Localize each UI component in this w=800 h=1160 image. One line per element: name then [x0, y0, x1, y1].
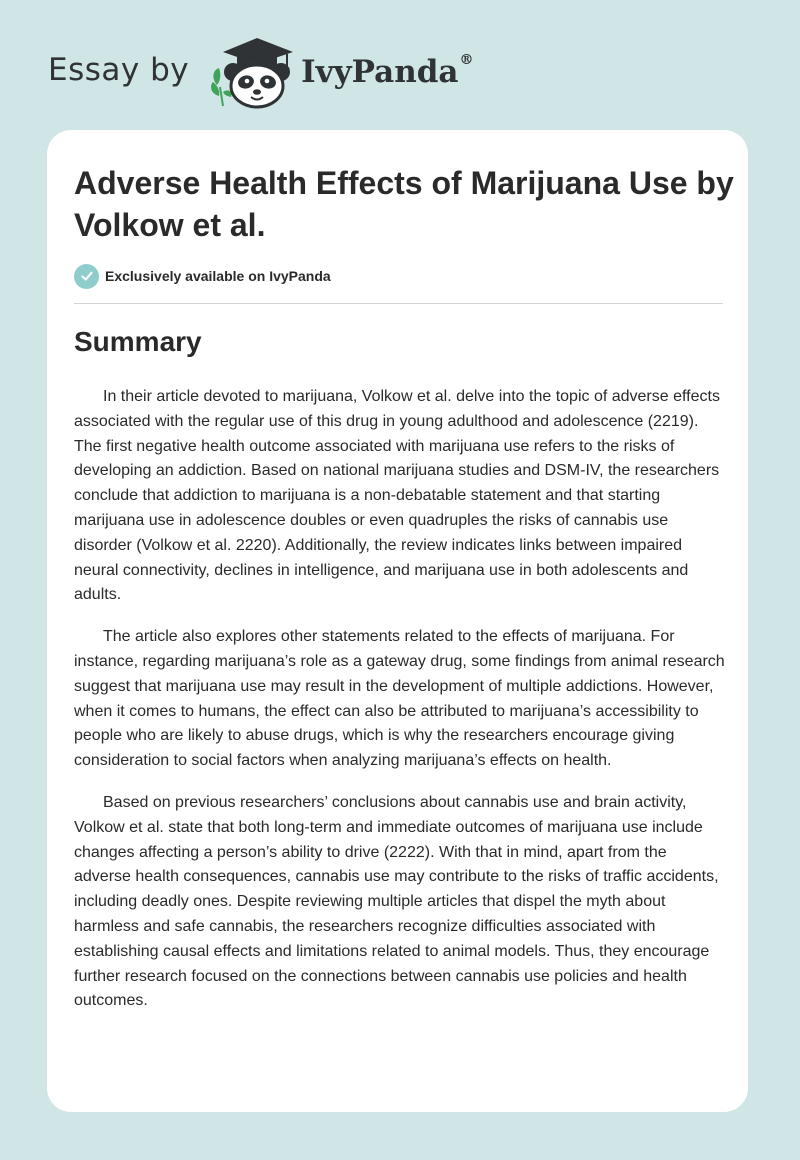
essay-body	[74, 385, 726, 1031]
divider	[74, 303, 723, 304]
exclusive-badge	[74, 263, 331, 289]
document-card	[47, 130, 748, 1112]
paragraph: The article also explores other statements related to the effects of marijuana. For instance, regarding marijuana’s role as a gateway drug, some findings from animal research suggest that marijuana use may result in the development of multiple addictions. However, when it comes to humans, the effect can also be attributed to marijuana’s accessibility to people who are likely to abuse drugs, which is why the researchers encourage giving consideration to social factors when analyzing marijuana’s effects on health.	[74, 628, 725, 770]
essay-by-label: Essay by	[48, 51, 190, 88]
paragraph: In their article devoted to marijuana, Volkow et al. delve into the topic of adverse effects associated with the regular use of this drug in young adulthood and adolescence (2219). The first negative health outcome associated with marijuana use refers to the risks of developing an addiction. Based on national marijuana studies and DSM-IV, the researchers conclude that addiction to marijuana is a non-debatable statement and that starting marijuana use in adolescence doubles or even quadruples the risks of cannabis use disorder (Volkow et al. 2220). Additionally, the review indicates links between impaired neural connectivity, declines in intelligence, and marijuana use in both adolescents and adults.	[74, 388, 720, 604]
section-heading: Summary	[74, 326, 202, 357]
site-header	[48, 30, 474, 110]
badge-text: Exclusively available on IvyPanda	[105, 268, 331, 284]
paragraph: Based on previous researchers’ conclusions about cannabis use and brain activity, Volkow et al. state that both long-term and immediate outcomes of marijuana use include changes affecting a person’s ability to drive (2222). With that in mind, apart from the adverse health consequences, cannabis use may contribute to the risks of traffic accidents, including deadly ones. Despite reviewing multiple articles that dispel the myth about harmless and safe cannabis, the researchers recognize difficulties associated with establishing causal effects and limitations related to animal models. Thus, they encourage further research focused on the connections between cannabis use policies and health outcomes.	[74, 793, 719, 1010]
document-title: Adverse Health Effects of Marijuana Use by Volkow et al.	[74, 165, 734, 243]
registered-mark: ®	[459, 51, 474, 68]
check-icon	[74, 264, 99, 289]
panda-logo-icon[interactable]	[207, 30, 299, 110]
brand-name[interactable]: IvyPanda®	[301, 51, 474, 90]
